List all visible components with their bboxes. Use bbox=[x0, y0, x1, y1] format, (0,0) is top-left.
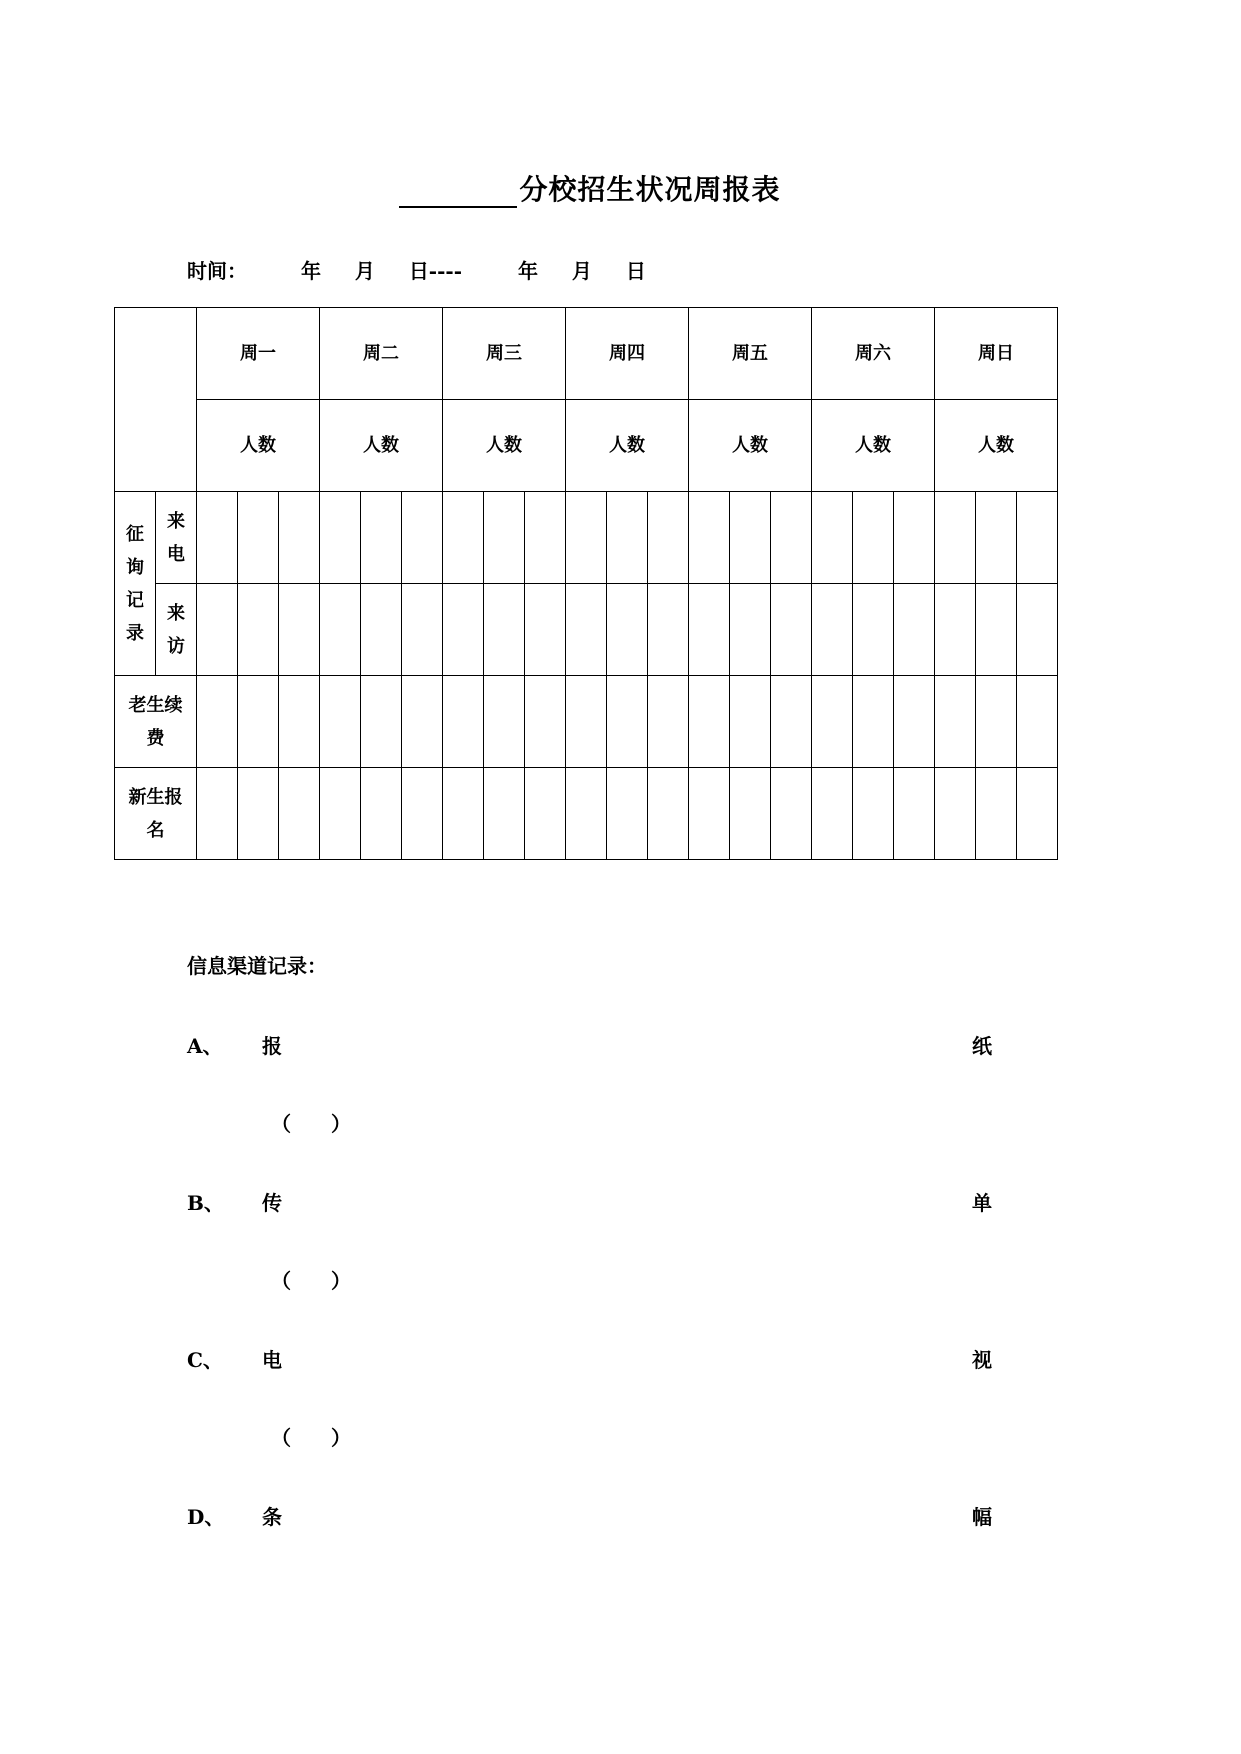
entry-cell[interactable] bbox=[197, 492, 238, 584]
entry-cell[interactable] bbox=[238, 584, 279, 676]
entry-cell[interactable] bbox=[402, 768, 443, 860]
entry-cell[interactable] bbox=[648, 676, 689, 768]
page-title bbox=[0, 168, 1180, 208]
day-header: 周六 bbox=[812, 308, 935, 400]
entry-cell[interactable] bbox=[607, 492, 648, 584]
channel-letter: D、 bbox=[187, 1505, 225, 1529]
entry-cell[interactable] bbox=[771, 676, 812, 768]
inquiry-call-row bbox=[115, 492, 1058, 584]
entry-cell[interactable] bbox=[812, 676, 853, 768]
entry-cell[interactable] bbox=[279, 492, 320, 584]
day-header: 周四 bbox=[566, 308, 689, 400]
entry-cell[interactable] bbox=[320, 768, 361, 860]
entry-cell[interactable] bbox=[566, 768, 607, 860]
entry-cell[interactable] bbox=[812, 584, 853, 676]
month-label-1: 月 bbox=[354, 259, 375, 283]
inquiry-record-label: 征询记录 bbox=[115, 492, 156, 676]
entry-cell[interactable] bbox=[238, 768, 279, 860]
inquiry-visit-row bbox=[115, 584, 1058, 676]
entry-cell[interactable] bbox=[1017, 584, 1058, 676]
entry-cell[interactable] bbox=[484, 492, 525, 584]
entry-cell[interactable] bbox=[566, 676, 607, 768]
channel-name-end: 幅 bbox=[972, 1505, 992, 1529]
entry-cell[interactable] bbox=[197, 584, 238, 676]
entry-cell[interactable] bbox=[935, 768, 976, 860]
entry-cell[interactable] bbox=[771, 768, 812, 860]
entry-cell[interactable] bbox=[812, 768, 853, 860]
count-header: 人数 bbox=[197, 400, 320, 492]
entry-cell[interactable] bbox=[607, 584, 648, 676]
date-label: 时间： bbox=[187, 259, 247, 283]
year-label-1: 年 bbox=[300, 259, 321, 283]
entry-cell[interactable] bbox=[730, 492, 771, 584]
entry-cell[interactable] bbox=[894, 584, 935, 676]
channel-count-b[interactable]: （ ） bbox=[271, 1269, 351, 1293]
entry-cell[interactable] bbox=[525, 492, 566, 584]
entry-cell[interactable] bbox=[935, 676, 976, 768]
day-label-1: 日---- bbox=[408, 259, 463, 283]
entry-cell[interactable] bbox=[976, 492, 1017, 584]
entry-cell[interactable] bbox=[443, 584, 484, 676]
entry-cell[interactable] bbox=[771, 492, 812, 584]
entry-cell[interactable] bbox=[730, 676, 771, 768]
entry-cell[interactable] bbox=[935, 492, 976, 584]
entry-cell[interactable] bbox=[525, 768, 566, 860]
entry-cell[interactable] bbox=[238, 676, 279, 768]
call-label: 来电 bbox=[156, 492, 197, 584]
renewal-label: 老生续费 bbox=[115, 676, 197, 768]
day-header: 周五 bbox=[689, 308, 812, 400]
day-header: 周三 bbox=[443, 308, 566, 400]
entry-cell[interactable] bbox=[648, 492, 689, 584]
entry-cell[interactable] bbox=[525, 584, 566, 676]
channel-letter: A、 bbox=[187, 1034, 223, 1058]
entry-cell[interactable] bbox=[607, 768, 648, 860]
entry-cell[interactable] bbox=[525, 676, 566, 768]
channel-letter: C、 bbox=[187, 1348, 223, 1372]
entry-cell[interactable] bbox=[279, 676, 320, 768]
channel-name-end: 纸 bbox=[972, 1034, 992, 1058]
entry-cell[interactable] bbox=[1017, 768, 1058, 860]
entry-cell[interactable] bbox=[894, 492, 935, 584]
entry-cell[interactable] bbox=[566, 492, 607, 584]
enrollment-row bbox=[115, 768, 1058, 860]
entry-cell[interactable] bbox=[812, 492, 853, 584]
entry-cell[interactable] bbox=[402, 584, 443, 676]
day-header: 周一 bbox=[197, 308, 320, 400]
entry-cell[interactable] bbox=[689, 768, 730, 860]
channel-name-start: 报 bbox=[262, 1034, 282, 1058]
entry-cell[interactable] bbox=[443, 768, 484, 860]
entry-cell[interactable] bbox=[607, 676, 648, 768]
visit-label: 来访 bbox=[156, 584, 197, 676]
month-label-2: 月 bbox=[571, 259, 592, 283]
entry-cell[interactable] bbox=[976, 584, 1017, 676]
channel-count-c[interactable]: （ ） bbox=[271, 1426, 351, 1450]
entry-cell[interactable] bbox=[894, 768, 935, 860]
entry-cell[interactable] bbox=[361, 768, 402, 860]
count-header: 人数 bbox=[812, 400, 935, 492]
channel-name-start: 传 bbox=[262, 1191, 282, 1215]
count-header: 人数 bbox=[689, 400, 812, 492]
entry-cell[interactable] bbox=[443, 492, 484, 584]
day-header: 周二 bbox=[320, 308, 443, 400]
entry-cell[interactable] bbox=[894, 676, 935, 768]
count-header: 人数 bbox=[320, 400, 443, 492]
channel-name-end: 单 bbox=[972, 1191, 992, 1215]
entry-cell[interactable] bbox=[976, 768, 1017, 860]
entry-cell[interactable] bbox=[361, 492, 402, 584]
entry-cell[interactable] bbox=[689, 492, 730, 584]
entry-cell[interactable] bbox=[689, 676, 730, 768]
year-label-2: 年 bbox=[517, 259, 538, 283]
day-header: 周日 bbox=[935, 308, 1058, 400]
entry-cell[interactable] bbox=[361, 584, 402, 676]
renewal-row bbox=[115, 676, 1058, 768]
entry-cell[interactable] bbox=[361, 676, 402, 768]
channel-letter: B、 bbox=[187, 1191, 224, 1215]
entry-cell[interactable] bbox=[1017, 676, 1058, 768]
channel-name-start: 电 bbox=[262, 1348, 282, 1372]
school-name-blank[interactable] bbox=[399, 176, 517, 208]
entry-cell[interactable] bbox=[853, 768, 894, 860]
entry-cell[interactable] bbox=[853, 492, 894, 584]
info-channel-title: 信息渠道记录： bbox=[187, 954, 327, 978]
count-header: 人数 bbox=[935, 400, 1058, 492]
entry-cell[interactable] bbox=[484, 768, 525, 860]
entry-cell[interactable] bbox=[279, 584, 320, 676]
entry-cell[interactable] bbox=[853, 584, 894, 676]
entry-cell[interactable] bbox=[648, 768, 689, 860]
title-text: 分校招生状况周报表 bbox=[519, 173, 781, 206]
date-range bbox=[187, 255, 646, 284]
entry-cell[interactable] bbox=[402, 492, 443, 584]
entry-cell[interactable] bbox=[279, 768, 320, 860]
entry-cell[interactable] bbox=[484, 676, 525, 768]
entry-cell[interactable] bbox=[484, 584, 525, 676]
entry-cell[interactable] bbox=[443, 676, 484, 768]
entry-cell[interactable] bbox=[853, 676, 894, 768]
entry-cell[interactable] bbox=[197, 676, 238, 768]
channel-name-end: 视 bbox=[972, 1348, 992, 1372]
channel-name-start: 条 bbox=[262, 1505, 282, 1529]
entry-cell[interactable] bbox=[320, 492, 361, 584]
day-label-2: 日 bbox=[625, 259, 646, 283]
count-header: 人数 bbox=[566, 400, 689, 492]
entry-cell[interactable] bbox=[935, 584, 976, 676]
entry-cell[interactable] bbox=[402, 676, 443, 768]
entry-cell[interactable] bbox=[566, 584, 607, 676]
enrollment-label: 新生报名 bbox=[115, 768, 197, 860]
count-header: 人数 bbox=[443, 400, 566, 492]
channel-count-a[interactable]: （ ） bbox=[271, 1112, 351, 1136]
entry-cell[interactable] bbox=[771, 584, 812, 676]
entry-cell[interactable] bbox=[238, 492, 279, 584]
entry-cell[interactable] bbox=[197, 768, 238, 860]
weekly-report-table bbox=[114, 307, 1058, 860]
entry-cell[interactable] bbox=[320, 584, 361, 676]
entry-cell[interactable] bbox=[976, 676, 1017, 768]
entry-cell[interactable] bbox=[648, 584, 689, 676]
day-header-row bbox=[115, 308, 1058, 400]
entry-cell[interactable] bbox=[1017, 492, 1058, 584]
entry-cell[interactable] bbox=[320, 676, 361, 768]
entry-cell[interactable] bbox=[730, 768, 771, 860]
entry-cell[interactable] bbox=[689, 584, 730, 676]
corner-cell bbox=[115, 308, 197, 492]
count-header-row bbox=[115, 400, 1058, 492]
entry-cell[interactable] bbox=[730, 584, 771, 676]
